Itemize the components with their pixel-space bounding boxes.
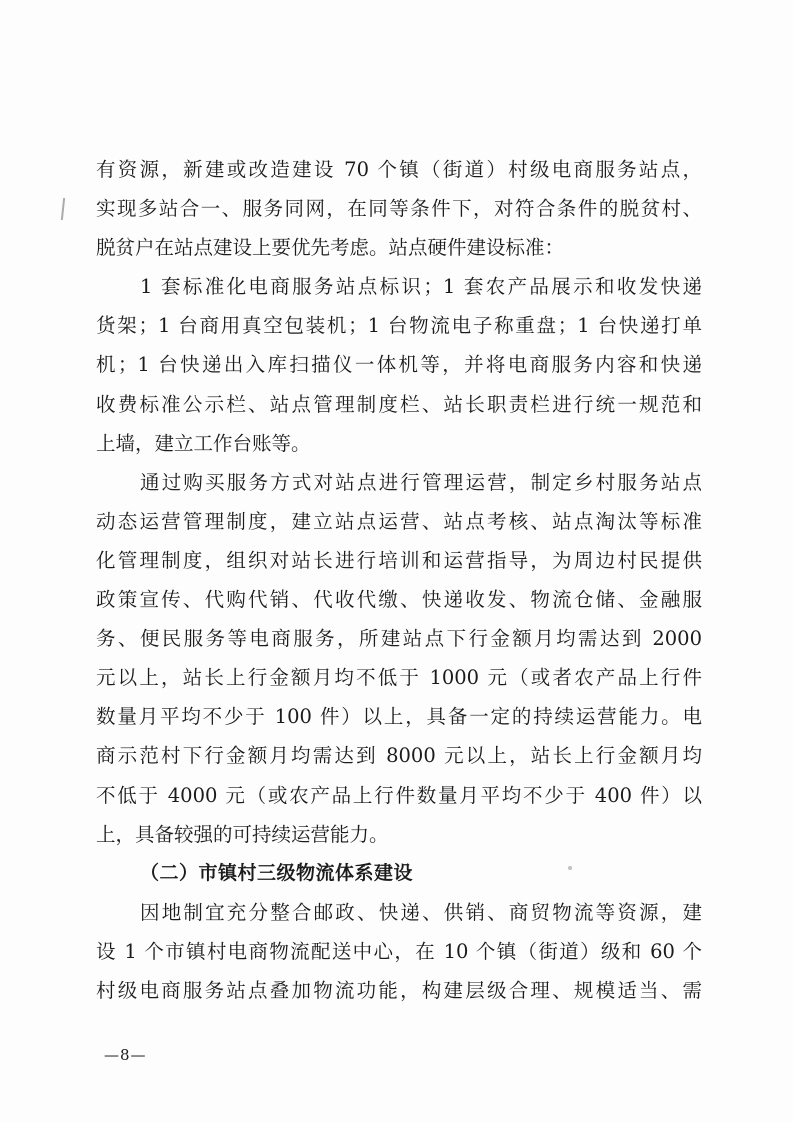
paragraph-line: 动态运营管理制度，建立站点运营、站点考核、站点淘汰等标准 (96, 509, 702, 533)
paragraph-line: 脱贫户在站点建设上要优先考虑。站点硬件建设标准： (96, 236, 565, 260)
paragraph-line: 务、便民服务等电商服务，所建站点下行金额月均需达到 2000 (96, 627, 702, 651)
paragraph-line: 货架；1 台商用真空包装机；1 台物流电子称重盘；1 台快递打单 (96, 314, 702, 338)
paragraph-line: 元以上，站长上行金额月均不低于 1000 元（或者农产品上行件 (96, 666, 702, 690)
page-number: —8— (104, 1046, 147, 1064)
paragraph-line: 上，具备较强的可持续运营能力。 (96, 822, 389, 846)
body-text (96, 150, 702, 1010)
paragraph-line: 1 套标准化电商服务站点标识；1 套农产品展示和收发快递 (140, 275, 702, 299)
paragraph-line: 政策宣传、代购代销、代收代缴、快递收发、物流仓储、金融服 (96, 588, 702, 612)
paragraph-line: 商示范村下行金额月均需达到 8000 元以上，站长上行金额月均 (96, 744, 702, 768)
binding-mark (61, 198, 65, 220)
paragraph-line: 机；1 台快递出入库扫描仪一体机等，并将电商服务内容和快递 (96, 353, 702, 377)
section-heading: （二）市镇村三级物流体系建设 (140, 861, 414, 884)
paragraph-line: 收费标准公示栏、站点管理制度栏、站长职责栏进行统一规范和 (96, 392, 702, 416)
paragraph-line: 设 1 个市镇村电商物流配送中心，在 10 个镇（街道）级和 60 个 (96, 939, 702, 963)
paragraph-line: 村级电商服务站点叠加物流功能，构建层级合理、规模适当、需 (96, 978, 702, 1002)
paragraph-line: 化管理制度，组织对站长进行培训和运营指导，为周边村民提供 (96, 548, 702, 572)
paragraph-line: 实现多站合一、服务同网，在同等条件下，对符合条件的脱贫村、 (96, 197, 702, 221)
paragraph-line: 通过购买服务方式对站点进行管理运营，制定乡村服务站点 (140, 470, 702, 494)
paragraph-line: 数量月平均不少于 100 件）以上，具备一定的持续运营能力。电 (96, 705, 702, 729)
paragraph-line: 上墙，建立工作台账等。 (96, 431, 311, 455)
paragraph-line: 因地制宜充分整合邮政、快递、供销、商贸物流等资源，建 (140, 900, 702, 924)
paragraph-line: 有资源，新建或改造建设 70 个镇（街道）村级电商服务站点， (96, 158, 702, 181)
paragraph-line: 不低于 4000 元（或农产品上行件数量月平均不少于 400 件）以 (96, 783, 702, 807)
